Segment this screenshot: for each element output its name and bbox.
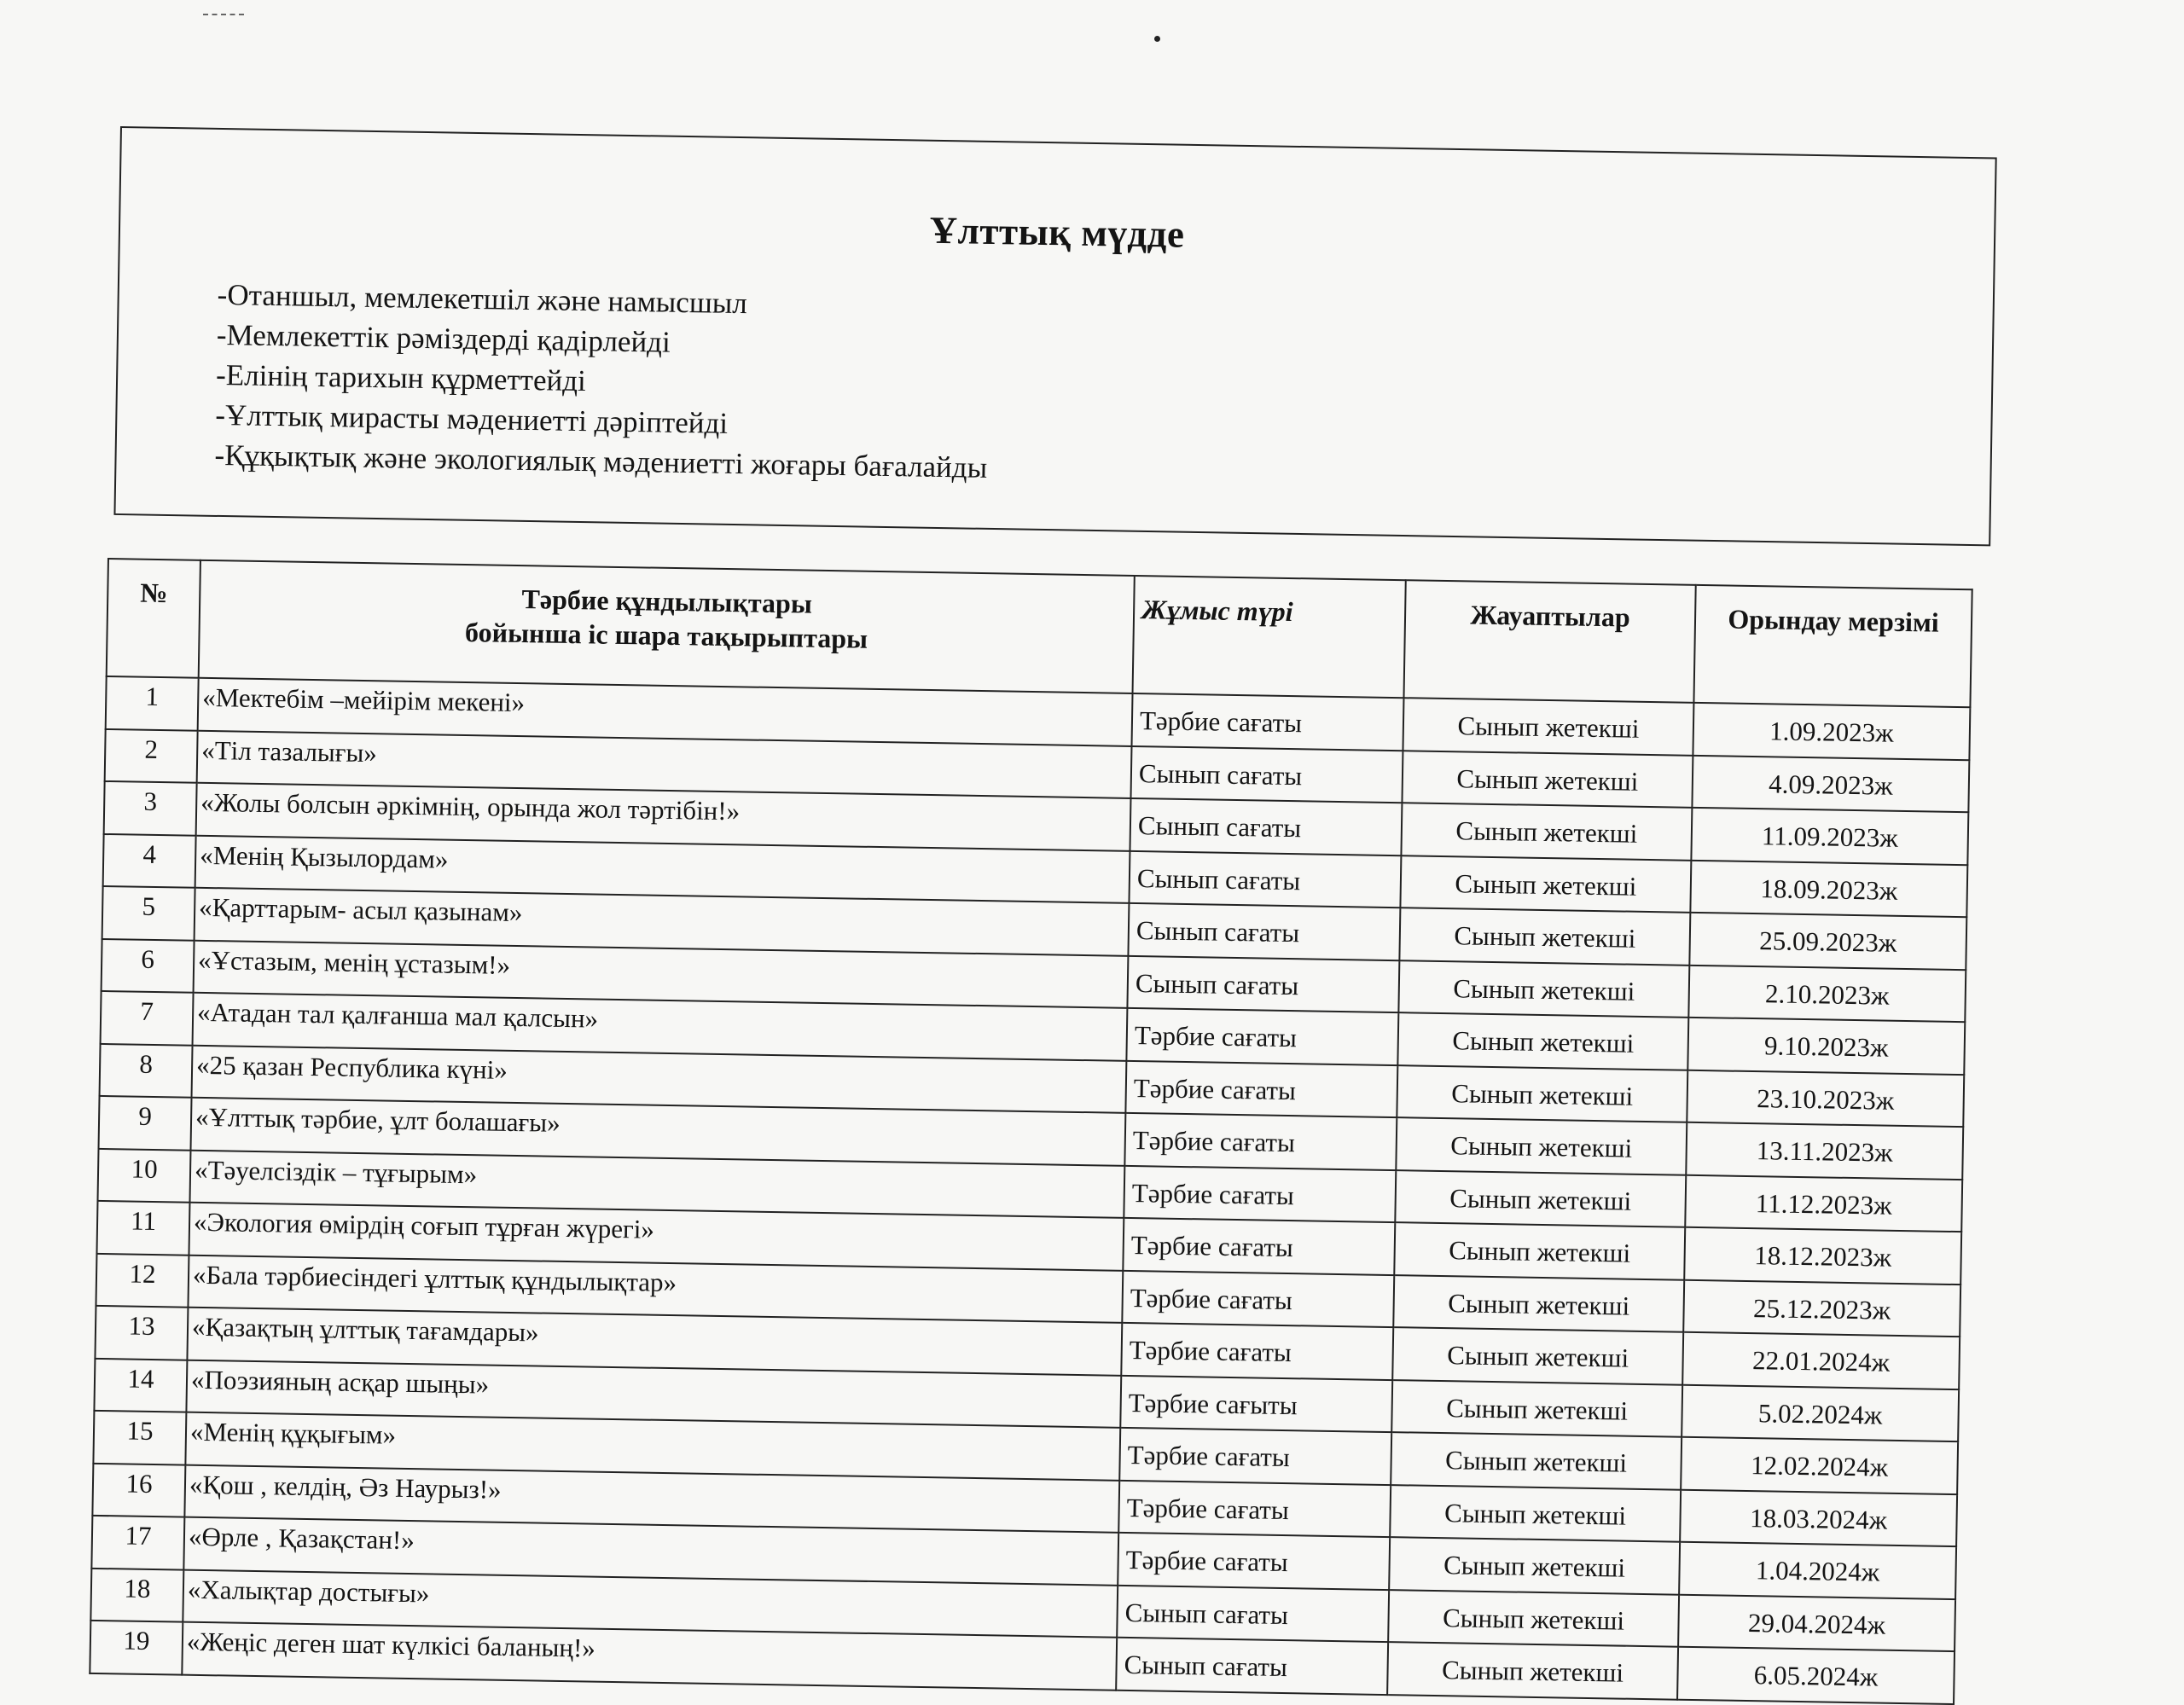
row-responsible: Сынып жетекші — [1396, 1117, 1687, 1174]
value-item: -Елінің тарихын құрметтейді — [215, 357, 587, 398]
row-num: 11 — [96, 1201, 189, 1255]
row-work-type: Тәрбие сағыты — [1120, 1375, 1392, 1432]
row-responsible: Сынып жетекші — [1390, 1485, 1681, 1542]
value-item: -Құқықтық және экологиялық мәдениетті жоғары бағалайды — [214, 438, 988, 484]
header-topic-line1: Тәрбие құндылықтары — [521, 583, 813, 619]
row-num: 4 — [103, 833, 196, 887]
row-date: 18.09.2023ж — [1690, 860, 1967, 917]
row-responsible: Сынып жетекші — [1398, 960, 1689, 1018]
row-num: 7 — [101, 991, 194, 1045]
events-table — [89, 558, 1972, 1705]
row-responsible: Сынып жетекші — [1394, 1222, 1685, 1279]
row-work-type: Тәрбие сағаты — [1123, 1218, 1395, 1275]
table-body — [90, 676, 1970, 1704]
row-date: 11.09.2023ж — [1691, 808, 1968, 865]
row-num: 8 — [100, 1043, 193, 1097]
row-topic: «25 қазан Республика күні» — [192, 1045, 1127, 1113]
row-work-type: Сынып сағаты — [1130, 798, 1402, 855]
header-topic-line2: бойынша іс шара тақырыптары — [464, 616, 868, 654]
page-title: Ұлттық мүдде — [929, 208, 1185, 256]
row-topic: «Бала тәрбиесіндегі ұлттық құндылықтар» — [188, 1255, 1123, 1323]
row-responsible: Сынып жетекші — [1389, 1537, 1680, 1594]
row-date: 25.09.2023ж — [1689, 913, 1966, 970]
row-num: 14 — [94, 1358, 187, 1412]
scan-dot — [1154, 36, 1160, 42]
row-date: 29.04.2024ж — [1678, 1594, 1955, 1651]
row-num: 5 — [102, 886, 195, 940]
row-date: 18.12.2023ж — [1684, 1227, 1961, 1285]
header-num: № — [107, 559, 200, 678]
row-responsible: Сынып жетекші — [1401, 803, 1692, 860]
row-date: 2.10.2023ж — [1688, 965, 1966, 1022]
row-topic: «Жеңіс деген шат күлкісі баланың!» — [182, 1622, 1117, 1691]
row-num: 9 — [99, 1096, 192, 1150]
row-responsible: Сынып жетекші — [1402, 751, 1693, 808]
value-item: -Мемлекеттік рәміздерді қадірлейді — [216, 317, 671, 359]
row-topic: «Өрле , Қазақстан!» — [183, 1517, 1118, 1586]
value-item: -Ұлттық мирасты мәдениетті дәріптейді — [215, 397, 729, 440]
row-responsible: Сынып жетекші — [1397, 1012, 1688, 1070]
row-responsible: Сынып жетекші — [1391, 1380, 1682, 1437]
row-num: 15 — [93, 1411, 186, 1464]
row-work-type: Сынып сағаты — [1117, 1585, 1389, 1642]
row-work-type: Тәрбие сағаты — [1132, 693, 1404, 751]
row-topic: «Экология өмірдің соғып тұрған жүрегі» — [189, 1203, 1124, 1271]
row-responsible: Сынып жетекші — [1392, 1327, 1683, 1384]
row-responsible: Сынып жетекші — [1399, 908, 1690, 965]
row-num: 17 — [91, 1516, 184, 1569]
row-date: 25.12.2023ж — [1683, 1279, 1960, 1337]
values-box — [113, 126, 1996, 546]
row-num: 13 — [95, 1306, 188, 1360]
row-responsible: Сынып жетекші — [1391, 1432, 1682, 1489]
row-topic: «Поэзияның асқар шыңы» — [186, 1360, 1121, 1428]
row-work-type: Тәрбие сағаты — [1119, 1428, 1391, 1485]
row-work-type: Тәрбие сағаты — [1124, 1113, 1397, 1170]
header-work-type: Жұмыс түрі — [1133, 576, 1406, 698]
row-work-type: Сынып сағаты — [1130, 745, 1403, 803]
row-topic: «Ұлттық тәрбие, ұлт болашағы» — [191, 1098, 1126, 1166]
row-responsible: Сынып жетекші — [1400, 855, 1691, 913]
row-work-type: Сынып сағаты — [1116, 1638, 1388, 1695]
header-topic — [199, 560, 1135, 693]
row-topic: «Халықтар достығы» — [183, 1569, 1118, 1638]
values-list — [214, 275, 990, 488]
scan-mark — [203, 14, 244, 15]
row-date: 13.11.2023ж — [1686, 1122, 1963, 1180]
row-work-type: Сынып сағаты — [1129, 850, 1401, 908]
row-responsible: Сынып жетекші — [1397, 1065, 1687, 1122]
row-num: 10 — [97, 1148, 190, 1202]
row-num: 6 — [102, 938, 195, 992]
row-work-type: Тәрбие сағаты — [1126, 1008, 1398, 1065]
row-date: 5.02.2024ж — [1682, 1384, 1959, 1441]
value-item: -Отаншыл, мемлекетшіл және намысшыл — [217, 277, 748, 321]
row-topic: «Ұстазым, менің ұстазым!» — [194, 940, 1129, 1008]
row-date: 22.01.2024ж — [1682, 1332, 1960, 1389]
row-date: 4.09.2023ж — [1692, 755, 1969, 812]
row-work-type: Сынып сағаты — [1128, 903, 1400, 960]
header-deadline: Орындау мерзімі — [1693, 585, 1972, 707]
row-topic: «Тіл тазалығы» — [197, 730, 1132, 798]
row-date: 12.02.2024ж — [1681, 1437, 1958, 1494]
row-responsible: Сынып жетекші — [1387, 1642, 1678, 1699]
row-work-type: Тәрбие сағаты — [1118, 1480, 1391, 1537]
row-topic: «Мектебім –мейірім мекені» — [198, 678, 1133, 746]
row-num: 18 — [90, 1568, 183, 1621]
row-topic: «Менің Қызылордам» — [195, 835, 1130, 903]
row-date: 11.12.2023ж — [1685, 1174, 1962, 1232]
row-topic: «Қош , келдің, Әз Наурыз!» — [184, 1464, 1119, 1533]
row-date: 1.04.2024ж — [1679, 1542, 1956, 1599]
row-responsible: Сынып жетекші — [1393, 1275, 1684, 1332]
row-responsible: Сынып жетекші — [1388, 1590, 1679, 1647]
row-date: 1.09.2023ж — [1693, 703, 1970, 760]
row-date: 18.03.2024ж — [1680, 1489, 1957, 1546]
row-work-type: Тәрбие сағаты — [1125, 1060, 1397, 1117]
row-num: 1 — [106, 676, 199, 730]
row-num: 16 — [92, 1463, 185, 1517]
row-work-type: Тәрбие сағаты — [1122, 1270, 1394, 1327]
row-num: 19 — [90, 1621, 183, 1674]
row-topic: «Атадан тал қалғанша мал қалсын» — [193, 993, 1128, 1061]
row-num: 3 — [104, 781, 197, 835]
row-responsible: Сынып жетекші — [1403, 698, 1693, 755]
row-work-type: Тәрбие сағаты — [1121, 1323, 1393, 1380]
row-date: 6.05.2024ж — [1677, 1647, 1955, 1704]
row-work-type: Сынып сағаты — [1127, 955, 1399, 1012]
row-work-type: Тәрбие сағаты — [1124, 1165, 1396, 1222]
row-topic: «Қазақтың ұлттық тағамдары» — [187, 1308, 1122, 1376]
row-topic: «Менің құқығым» — [185, 1412, 1120, 1481]
row-topic: «Тәуелсіздік – тұғырым» — [189, 1150, 1124, 1218]
header-responsible: Жауаптылар — [1403, 580, 1695, 703]
row-topic: «Жолы болсын әркімнің, орында жол тәртібін!» — [196, 783, 1131, 851]
row-date: 23.10.2023ж — [1687, 1070, 1964, 1127]
row-topic: «Қарттарым- асыл қазынам» — [195, 888, 1130, 956]
row-work-type: Тәрбие сағаты — [1118, 1533, 1390, 1590]
row-date: 9.10.2023ж — [1687, 1018, 1965, 1075]
row-responsible: Сынып жетекші — [1395, 1170, 1686, 1227]
row-num: 12 — [96, 1253, 189, 1307]
row-num: 2 — [105, 728, 198, 782]
